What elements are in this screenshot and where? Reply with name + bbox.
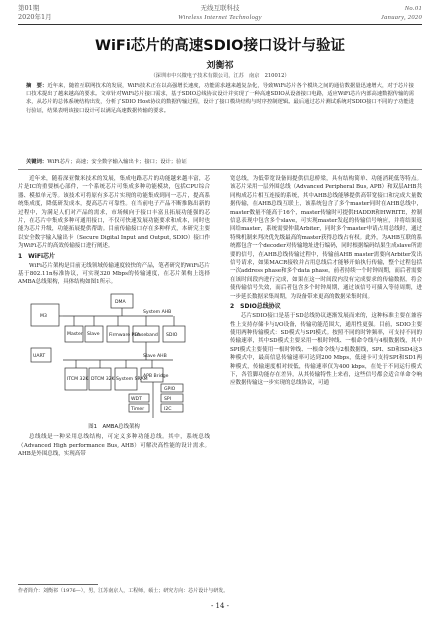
block-label: M3 <box>40 313 47 319</box>
block-label: DMA <box>115 299 126 305</box>
header-rule <box>18 24 422 25</box>
figure-amba-architecture <box>23 290 205 422</box>
port-label: Master <box>67 331 83 337</box>
header-issue: 第01期 <box>18 4 40 12</box>
left-column <box>18 175 210 459</box>
block-label: ITCM 32K <box>67 376 89 382</box>
abstract-text: 近年来，随着互联网技术的发展，WiFi技术正在以高强增长速度，功能需求越来越复杂化，导致WiFi芯片各个模块之间的通信数据量迅速增大，对于芯片接口技术提出了越来越高的要求。文章针对WiFi芯片接口需求，基于SDIO总线协议设计并实现了一种高速SDIO从设备接口电路，适应WiFi芯片内部高速数据传输的需求，从芯片的总体系统结构出发，分析了SDIO Host协议的数据传输过程，设计了接口模块结构与时序控制逻辑。最后通过芯片测试系统对SDIO接口不同的子功能进行验证，结果表明该接口设计可以满足高速数据传输的要求。 <box>26 83 414 114</box>
running-header <box>18 4 422 30</box>
keywords-label: 关键词： <box>26 159 48 165</box>
header-issue-en: No.01 <box>404 5 422 12</box>
paragraph: 总线线是一种采用总线结构，可定义多种功能总线。其中，系统总线（Advanced High performance Bus, AHB）可解决高性能的设计需求。AHB是外围总线，实现高带 <box>18 434 210 458</box>
block-label: I2C <box>164 406 172 412</box>
block-label: APB Bridge <box>143 373 169 379</box>
block-label: SDIO <box>166 332 178 338</box>
abstract-separator <box>18 169 422 170</box>
figure-caption: 图1 AMBA总线架构 <box>88 423 140 430</box>
block-label: Firmware PLA <box>109 332 141 338</box>
block-label: WDT <box>131 396 142 402</box>
block-label: UART <box>33 353 46 359</box>
right-column <box>230 175 422 388</box>
keywords <box>26 158 414 166</box>
keywords-text: WiFi芯片；高速；安全数字输入输出卡；接口；设计；验证 <box>47 159 187 165</box>
block-label: GPIO <box>164 386 176 392</box>
paragraph: WiFi芯片架构是目前无线领域传输速度较快的产品，笔者研究的WiFi芯片基于802.11n标准协议，可实现320 Mbps的传输速度，在芯片架构上选择AMBA总线架构，具体结构如图1所示。 <box>18 262 210 286</box>
paper-title: WiFi芯片的高速SDIO接口设计与验证 <box>94 38 346 54</box>
paragraph: 近年来，随着深亚微米技术的发展，集成电路芯片的功能越来越丰富，芯片是IC的重要核心部件，一个系统芯片可集成多种功能模块，包括CPU综合器、模拟单元等。该技术可将原有多芯片实现的功能集成到同一芯片，提高系统集成度，降低研发成本，提高芯片可靠性。在当前电子产品不断推陈出新的过程中，为满足人们对产品的需求，市场倾向于接口丰富且拓展功能强的芯片，在芯片中集成多种可通用接口，不仅可快速发展功能要求和成本，同时也能为芯片升级，功能拓展提供帮助。目前传输接口存在多种样式，本研究主要以安全数字输入输出卡（Secure Digital Input and Output, SDIO）接口作为WiFi芯片的高效传输接口进行阐述。 <box>18 176 210 250</box>
header-date-en: January, 2020 <box>380 14 422 21</box>
header-date: 2020年1月 <box>18 13 52 21</box>
block-label: System SRAM <box>116 376 148 382</box>
block-label: Timer <box>131 406 145 412</box>
header-journal-cn: 无线互联科技 <box>200 4 240 12</box>
port-label: Slave <box>87 331 100 337</box>
bus-label: System AHB <box>143 309 172 315</box>
page-number: - 14 - <box>210 602 230 610</box>
affiliation: （深圳市中兴微电子技术有限公司，江苏 南京 210012） <box>150 73 290 79</box>
amba-diagram <box>23 290 205 422</box>
bus-label: Slave AHB <box>143 353 167 359</box>
block-label: Baseband <box>135 332 158 338</box>
header-journal-en: Wireless Internet Technology <box>178 14 262 21</box>
section-heading: 2 SDIO总线协议 <box>230 303 281 311</box>
paragraph: 宽总线，为低带宽设备间提供信息桥梁，具有结构简单、功能消耗低等特点。该芯片采用一层外围总线（Advanced Peripheral Bus, APB）和双层AHB共同构成芯片相互连接的系统，其中AHB总线能够提供高带宽接口和完成大量数据传输，在AHB总线互联上，该系统包含了多个master同时在AHB总线中，master数量不能高于16个，master传输时可提供HADDR和HWRITE，控制信息表现中包含多个slave，可实现master发起的传输信号响应，并将结果返回给master，系统需要仲裁Arbiter，同时多个master申请占用总线时，通过特殊机制来判决优先级最高的master获得总线占有权。此外，为AHB互联的系统都包含一个decoder对传输地址进行编码，同时根据编码结果生成slave所需要的信号，在AHB总线传输过程中，传输前AHB master需要向Arbiter发出信号请求，如果MACR接收并占用总线后才能够开始执行传输，整个过程包括一次address phase和多个data phase，前者持续一个时钟周期，而后者需要在该时间段内进行完成，如果在这一时间段内没有完成要求的传输数据，将会使传输信号失效，而后者包含多个时钟周期，通过该信号可插入等待周期，进一步延长数据采集周期，为设备带来更高的数据采集时间。 <box>230 176 422 300</box>
section-heading: 1 WiFi芯片 <box>18 252 56 260</box>
block-label: DTCM 32K <box>91 376 115 382</box>
footnote-rule <box>18 584 98 585</box>
abstract-label: 摘 要： <box>26 83 48 89</box>
abstract <box>26 82 414 115</box>
paragraph: 芯片SDIO接口是基于SD总线协议逐渐发展而来的，这种标准主要在兼容性上支持存储卡与I/O设备，传输功能范围大，通用性更强。目前，SDIO主要使用两种传输模式：SD模式与SPI模式。按照不同的时钟频率，可支持不同的传输速率，其中SD模式主要采用一根时钟线、一根命令线与4根数据线，其中SPI模式主要使用一根时钟线、一根命令线与2根数据线，SPI、SD和SD4这3种模式中，最高信息传输速率可达到200 Mbps，低速卡可支持SPI和SD1两种模式，传输速度相对较低，传输速率仅为400 kbps，在处于不同运行模式下，各管脚功能存在差异，从其传输特性上来看，这些信号都会适合单命令响应数据传输这一步实现的总线协议，可通 <box>230 313 422 387</box>
block-label: SPI <box>164 396 172 402</box>
author: 刘衡祁 <box>206 61 234 71</box>
author-footnote: 作者简介：刘衡祁（1976—），男，江苏南京人，工程师，硕士；研究方向：芯片设计与研发。 <box>18 588 229 594</box>
